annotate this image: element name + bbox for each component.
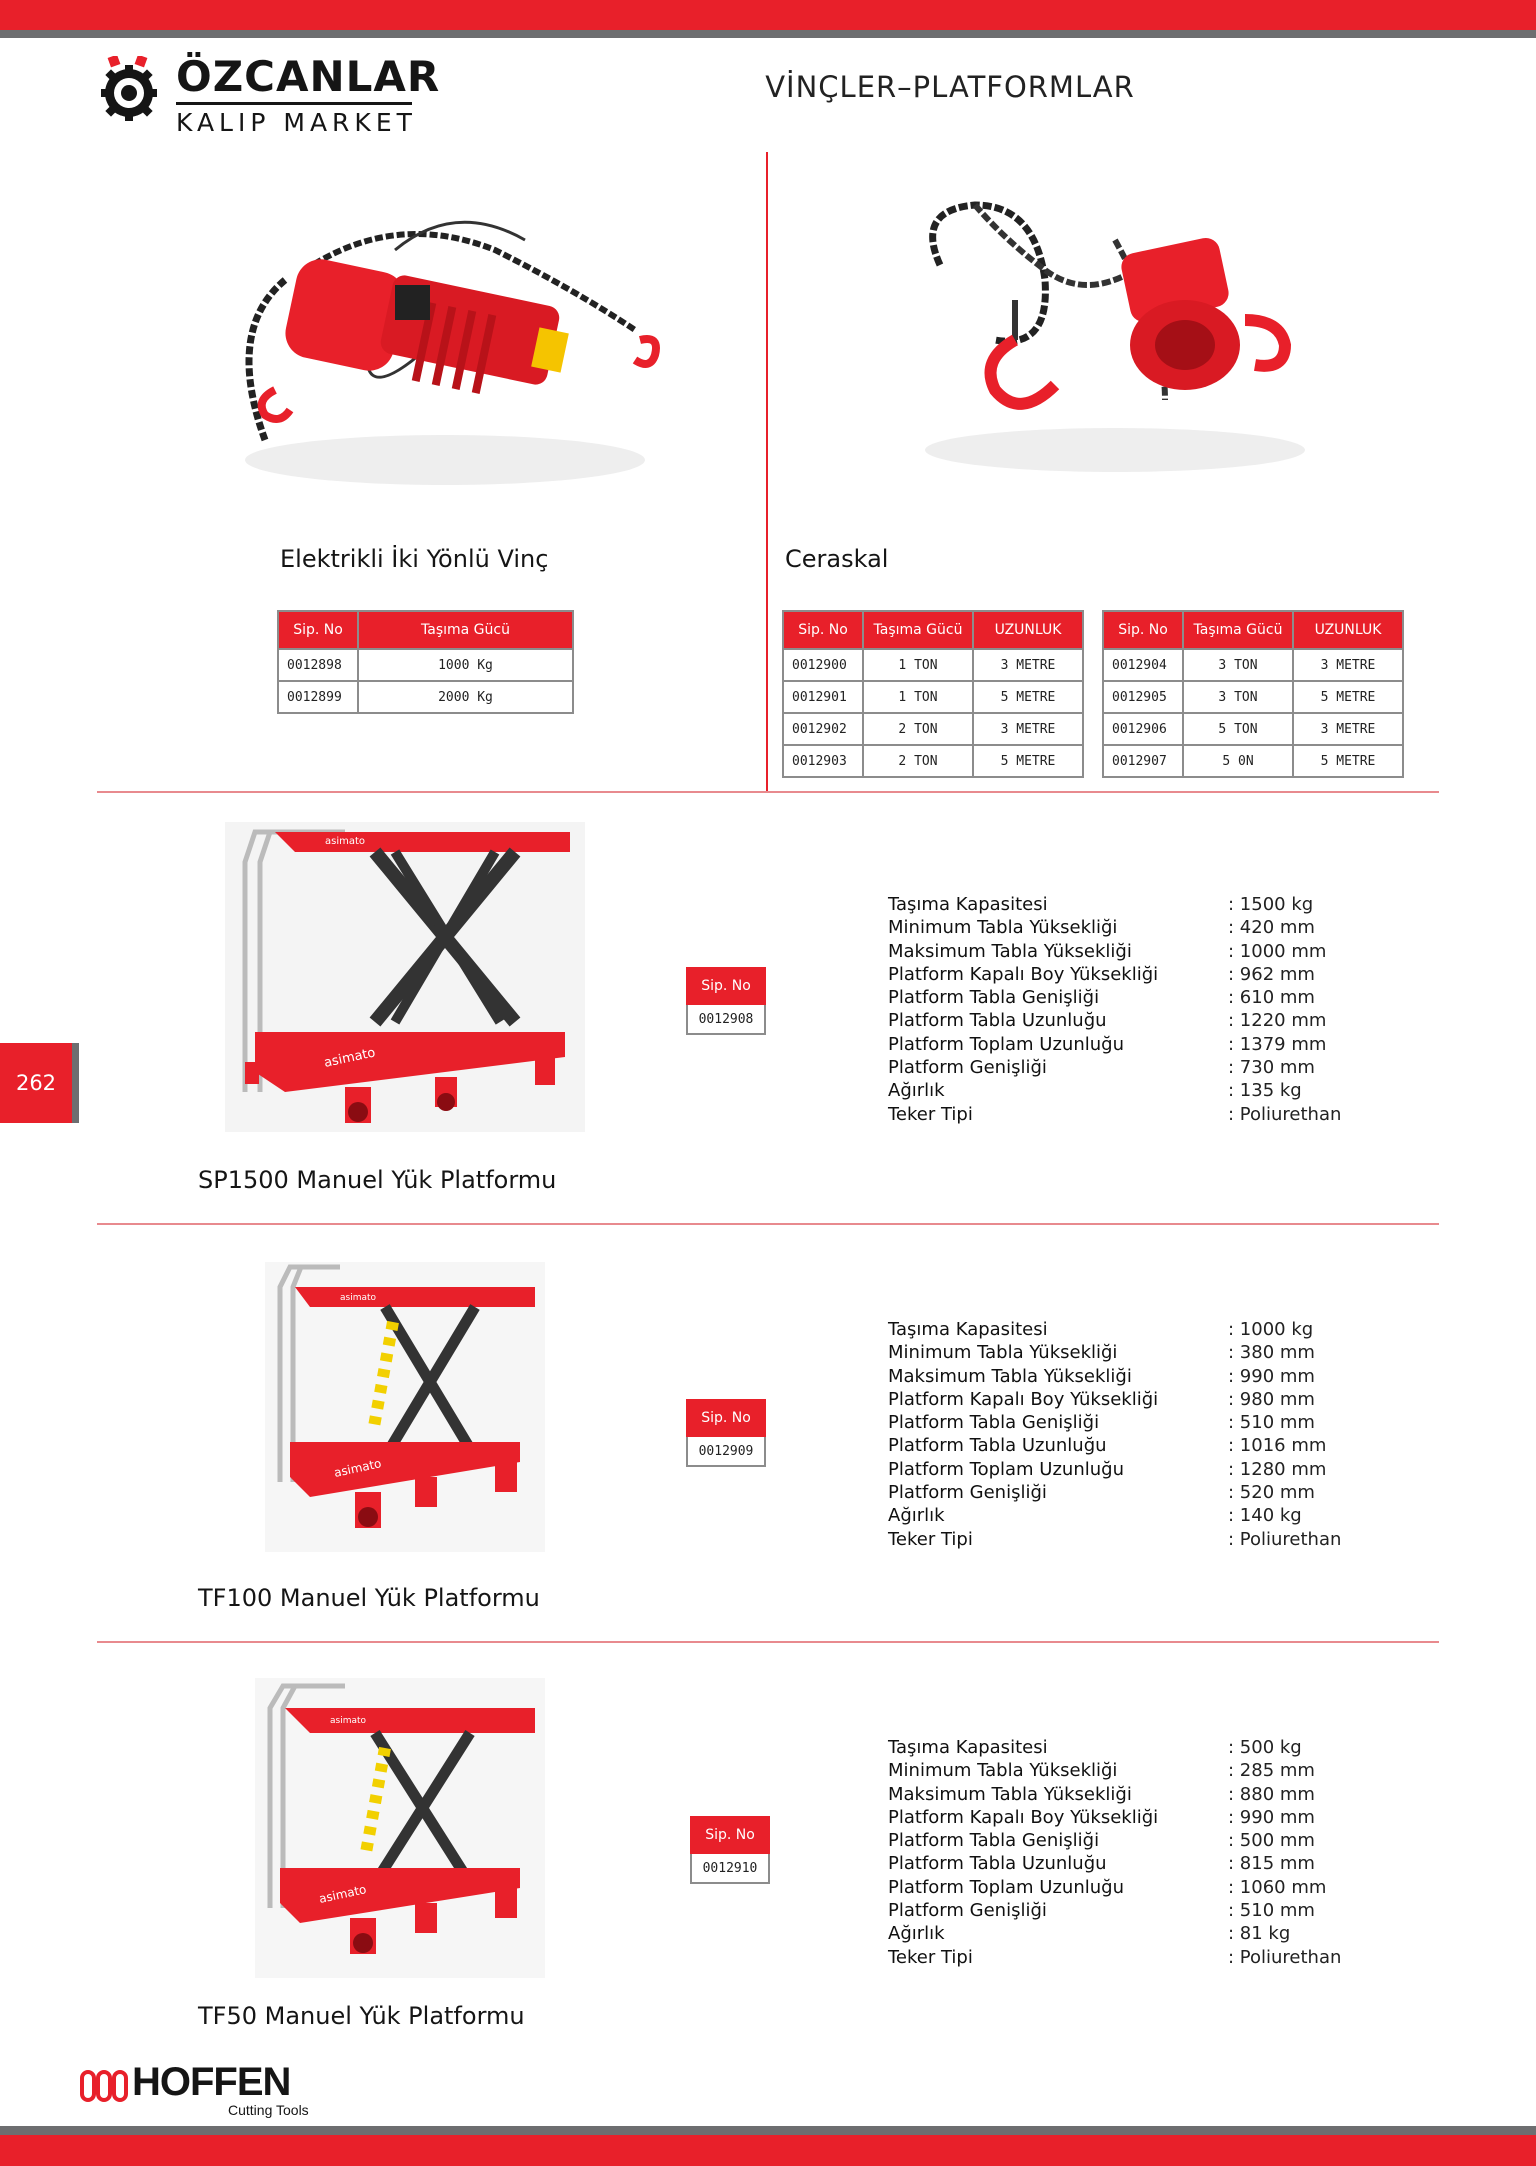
- gear-logo-icon: [96, 56, 162, 122]
- spec-key: Platform Kapalı Boy Yüksekliği: [888, 963, 1159, 985]
- sip-no-cell: 0012901: [783, 681, 863, 713]
- sip-label: Sip. No: [686, 967, 766, 1005]
- sip-no-cell: 0012905: [1103, 681, 1183, 713]
- top-red-bar: [0, 0, 1536, 30]
- spec-key: Maksimum Tabla Yüksekliği: [888, 1783, 1132, 1805]
- table-row: [783, 649, 1083, 681]
- platform-side-brand-label: asimato: [322, 1045, 377, 1071]
- col-header-sip-no: Sip. No: [1103, 611, 1183, 649]
- capacity-cell: 1 TON: [863, 649, 973, 681]
- spec-key: Teker Tipi: [888, 1946, 973, 1968]
- sip-no-cell: 0012898: [278, 649, 358, 681]
- capacity-cell: 1 TON: [863, 681, 973, 713]
- col-header-length: UZUNLUK: [973, 611, 1083, 649]
- spec-row: [888, 1736, 1448, 1759]
- table-row: [783, 745, 1083, 777]
- spec-row: [888, 1852, 1448, 1875]
- hoist-order-table: [277, 610, 574, 714]
- section-divider: [97, 791, 1439, 793]
- hoffen-logo[interactable]: [80, 2060, 340, 2120]
- ozcanlar-logo[interactable]: [96, 50, 441, 140]
- spec-key: Platform Tabla Uzunluğu: [888, 1435, 1107, 1457]
- spec-value: : 510 mm: [1228, 1900, 1315, 1922]
- spec-row: [888, 916, 1448, 939]
- top-gray-bar: [0, 30, 1536, 38]
- sip-no-cell: 0012900: [783, 649, 863, 681]
- table-row: [783, 681, 1083, 713]
- tf100-title: TF100 Manuel Yük Platformu: [198, 1584, 540, 1612]
- spec-key: Platform Tabla Uzunluğu: [888, 1010, 1107, 1032]
- spec-key: Platform Tabla Genişliği: [888, 987, 1100, 1009]
- spec-row: [888, 1056, 1448, 1079]
- col-header-capacity: Taşıma Gücü: [1183, 611, 1293, 649]
- spec-key: Maksimum Tabla Yüksekliği: [888, 1365, 1132, 1387]
- spec-row: [888, 1458, 1448, 1481]
- table-row: [278, 649, 573, 681]
- spec-value: : 1280 mm: [1228, 1458, 1327, 1480]
- spec-row: [888, 940, 1448, 963]
- sip-no-cell: 0012906: [1103, 713, 1183, 745]
- length-cell: 3 METRE: [1293, 713, 1403, 745]
- spec-value: : 610 mm: [1228, 987, 1315, 1009]
- hoffen-subtitle: Cutting Tools: [228, 2102, 309, 2118]
- col-header-length: UZUNLUK: [1293, 611, 1403, 649]
- col-header-sip-no: Sip. No: [783, 611, 863, 649]
- spec-value: : 380 mm: [1228, 1342, 1315, 1364]
- length-cell: 5 METRE: [973, 681, 1083, 713]
- capacity-cell: 5 0N: [1183, 745, 1293, 777]
- spec-row: [888, 1411, 1448, 1434]
- spec-value: : Poliurethan: [1228, 1946, 1342, 1968]
- spec-row: [888, 1528, 1448, 1551]
- spec-value: : 135 kg: [1228, 1080, 1302, 1102]
- brand-subtitle: KALIP MARKET: [176, 108, 417, 137]
- spec-value: : 510 mm: [1228, 1412, 1315, 1434]
- section-divider: [97, 1641, 1439, 1643]
- spec-key: Maksimum Tabla Yüksekliği: [888, 940, 1132, 962]
- sp1500-sip-box: [686, 967, 766, 1035]
- platform-side-brand-label: asimato: [332, 1456, 383, 1480]
- spec-key: Platform Toplam Uzunluğu: [888, 1876, 1124, 1898]
- sp1500-title: SP1500 Manuel Yük Platformu: [198, 1166, 557, 1194]
- platform-brand-label: asimato: [330, 1716, 367, 1726]
- table-row: [1103, 649, 1403, 681]
- capacity-cell: 2000 Kg: [358, 681, 573, 713]
- spec-key: Platform Genişliği: [888, 1900, 1047, 1922]
- table-row: [783, 713, 1083, 745]
- spec-key: Platform Kapalı Boy Yüksekliği: [888, 1806, 1159, 1828]
- capacity-cell: 1000 Kg: [358, 649, 573, 681]
- spec-row: [888, 986, 1448, 1009]
- capacity-cell: 3 TON: [1183, 681, 1293, 713]
- sip-no-cell: 0012899: [278, 681, 358, 713]
- spec-row: [888, 1434, 1448, 1457]
- spec-row: [888, 1318, 1448, 1341]
- spec-key: Platform Genişliği: [888, 1057, 1047, 1079]
- length-cell: 5 METRE: [1293, 681, 1403, 713]
- spec-row: [888, 1033, 1448, 1056]
- hoffen-name: HOFFEN: [132, 2060, 291, 2104]
- chain-order-table-right: [1102, 610, 1404, 778]
- spec-key: Ağırlık: [888, 1080, 945, 1102]
- spec-value: : 1000 mm: [1228, 940, 1327, 962]
- spec-row: [888, 1946, 1448, 1969]
- hoffen-mark-icon: [80, 2068, 130, 2108]
- hoist-title: Elektrikli İki Yönlü Vinç: [280, 545, 549, 573]
- capacity-cell: 3 TON: [1183, 649, 1293, 681]
- tf50-platform-image: [255, 1678, 545, 1978]
- tf100-sip-box: [686, 1399, 766, 1467]
- sip-value: 0012908: [686, 1005, 766, 1035]
- capacity-cell: 2 TON: [863, 713, 973, 745]
- spec-value: : 1000 kg: [1228, 1319, 1314, 1340]
- bottom-red-bar: [0, 2135, 1536, 2166]
- spec-key: Minimum Tabla Yüksekliği: [888, 1342, 1118, 1364]
- sp1500-platform-image: [225, 822, 585, 1132]
- spec-row: [888, 1388, 1448, 1411]
- spec-row: [888, 893, 1448, 916]
- page-number: 262: [0, 1043, 72, 1123]
- capacity-cell: 2 TON: [863, 745, 973, 777]
- spec-value: : 1220 mm: [1228, 1010, 1327, 1032]
- spec-value: : 990 mm: [1228, 1806, 1315, 1828]
- spec-row: [888, 1759, 1448, 1782]
- chain-hoist-image: [895, 190, 1325, 480]
- platform-side-brand-label: asimato: [317, 1882, 368, 1906]
- chain-order-table-left: [782, 610, 1084, 778]
- spec-value: : 1060 mm: [1228, 1876, 1327, 1898]
- spec-row: [888, 1365, 1448, 1388]
- sip-no-cell: 0012904: [1103, 649, 1183, 681]
- sip-label: Sip. No: [686, 1399, 766, 1437]
- tf50-sip-box: [690, 1816, 770, 1884]
- spec-value: : 880 mm: [1228, 1783, 1315, 1805]
- spec-key: Platform Tabla Genişliği: [888, 1830, 1100, 1852]
- length-cell: 3 METRE: [1293, 649, 1403, 681]
- length-cell: 5 METRE: [973, 745, 1083, 777]
- sip-no-cell: 0012902: [783, 713, 863, 745]
- spec-key: Platform Tabla Uzunluğu: [888, 1853, 1107, 1875]
- sp1500-specs: [888, 893, 1448, 1126]
- sip-value: 0012909: [686, 1437, 766, 1467]
- spec-value: : 285 mm: [1228, 1760, 1315, 1782]
- spec-row: [888, 1481, 1448, 1504]
- brand-rule: [176, 102, 412, 105]
- spec-key: Teker Tipi: [888, 1103, 973, 1125]
- table-row: [278, 681, 573, 713]
- table-row: [1103, 713, 1403, 745]
- table-row: [1103, 681, 1403, 713]
- spec-row: [888, 1922, 1448, 1945]
- spec-value: : 980 mm: [1228, 1388, 1315, 1410]
- section-divider: [97, 1223, 1439, 1225]
- spec-value: : 962 mm: [1228, 963, 1315, 985]
- tf100-platform-image: [265, 1262, 545, 1552]
- spec-row: [888, 1783, 1448, 1806]
- chain-hoist-title: Ceraskal: [785, 545, 889, 573]
- spec-value: : 1016 mm: [1228, 1435, 1327, 1457]
- spec-value: : 140 kg: [1228, 1505, 1302, 1527]
- sip-no-cell: 0012903: [783, 745, 863, 777]
- spec-key: Ağırlık: [888, 1505, 945, 1527]
- tf50-title: TF50 Manuel Yük Platformu: [198, 2002, 525, 2030]
- spec-key: Platform Kapalı Boy Yüksekliği: [888, 1388, 1159, 1410]
- spec-row: [888, 1341, 1448, 1364]
- spec-value: : 500 kg: [1228, 1737, 1302, 1758]
- spec-key: Ağırlık: [888, 1923, 945, 1945]
- spec-key: Platform Toplam Uzunluğu: [888, 1458, 1124, 1480]
- page-number-edge: [72, 1043, 79, 1123]
- spec-key: Minimum Tabla Yüksekliği: [888, 917, 1118, 939]
- spec-row: [888, 1103, 1448, 1126]
- sip-no-cell: 0012907: [1103, 745, 1183, 777]
- spec-key: Teker Tipi: [888, 1528, 973, 1550]
- tf50-specs: [888, 1736, 1448, 1969]
- capacity-cell: 5 TON: [1183, 713, 1293, 745]
- sip-value: 0012910: [690, 1854, 770, 1884]
- spec-key: Platform Genişliği: [888, 1482, 1047, 1504]
- platform-brand-label: asimato: [340, 1293, 377, 1303]
- spec-row: [888, 1829, 1448, 1852]
- platform-brand-label: asimato: [325, 836, 366, 847]
- spec-value: : 730 mm: [1228, 1057, 1315, 1079]
- table-row: [1103, 745, 1403, 777]
- page-title: VİNÇLER–PLATFORMLAR: [765, 70, 1135, 104]
- length-cell: 3 METRE: [973, 649, 1083, 681]
- vertical-divider: [766, 152, 768, 792]
- length-cell: 5 METRE: [1293, 745, 1403, 777]
- spec-value: : Poliurethan: [1228, 1528, 1342, 1550]
- col-header-capacity: Taşıma Gücü: [863, 611, 973, 649]
- spec-value: : 1379 mm: [1228, 1033, 1327, 1055]
- spec-row: [888, 1806, 1448, 1829]
- spec-row: [888, 1079, 1448, 1102]
- spec-value: : 990 mm: [1228, 1365, 1315, 1387]
- bottom-gray-bar: [0, 2126, 1536, 2135]
- spec-value: : Poliurethan: [1228, 1103, 1342, 1125]
- spec-value: : 500 mm: [1228, 1830, 1315, 1852]
- sip-label: Sip. No: [690, 1816, 770, 1854]
- spec-key: Taşıma Kapasitesi: [888, 894, 1048, 915]
- spec-value: : 1500 kg: [1228, 894, 1314, 915]
- tf100-specs: [888, 1318, 1448, 1551]
- spec-row: [888, 1899, 1448, 1922]
- spec-row: [888, 1876, 1448, 1899]
- spec-key: Taşıma Kapasitesi: [888, 1737, 1048, 1758]
- spec-key: Taşıma Kapasitesi: [888, 1319, 1048, 1340]
- col-header-sip-no: Sip. No: [278, 611, 358, 649]
- electric-hoist-image: [195, 190, 675, 490]
- spec-value: : 81 kg: [1228, 1923, 1291, 1945]
- spec-value: : 815 mm: [1228, 1853, 1315, 1875]
- spec-key: Minimum Tabla Yüksekliği: [888, 1760, 1118, 1782]
- length-cell: 3 METRE: [973, 713, 1083, 745]
- spec-row: [888, 1009, 1448, 1032]
- brand-name: ÖZCANLAR: [176, 52, 441, 101]
- spec-row: [888, 963, 1448, 986]
- spec-value: : 520 mm: [1228, 1482, 1315, 1504]
- spec-row: [888, 1504, 1448, 1527]
- spec-value: : 420 mm: [1228, 917, 1315, 939]
- spec-key: Platform Toplam Uzunluğu: [888, 1033, 1124, 1055]
- col-header-capacity: Taşıma Gücü: [358, 611, 573, 649]
- spec-key: Platform Tabla Genişliği: [888, 1412, 1100, 1434]
